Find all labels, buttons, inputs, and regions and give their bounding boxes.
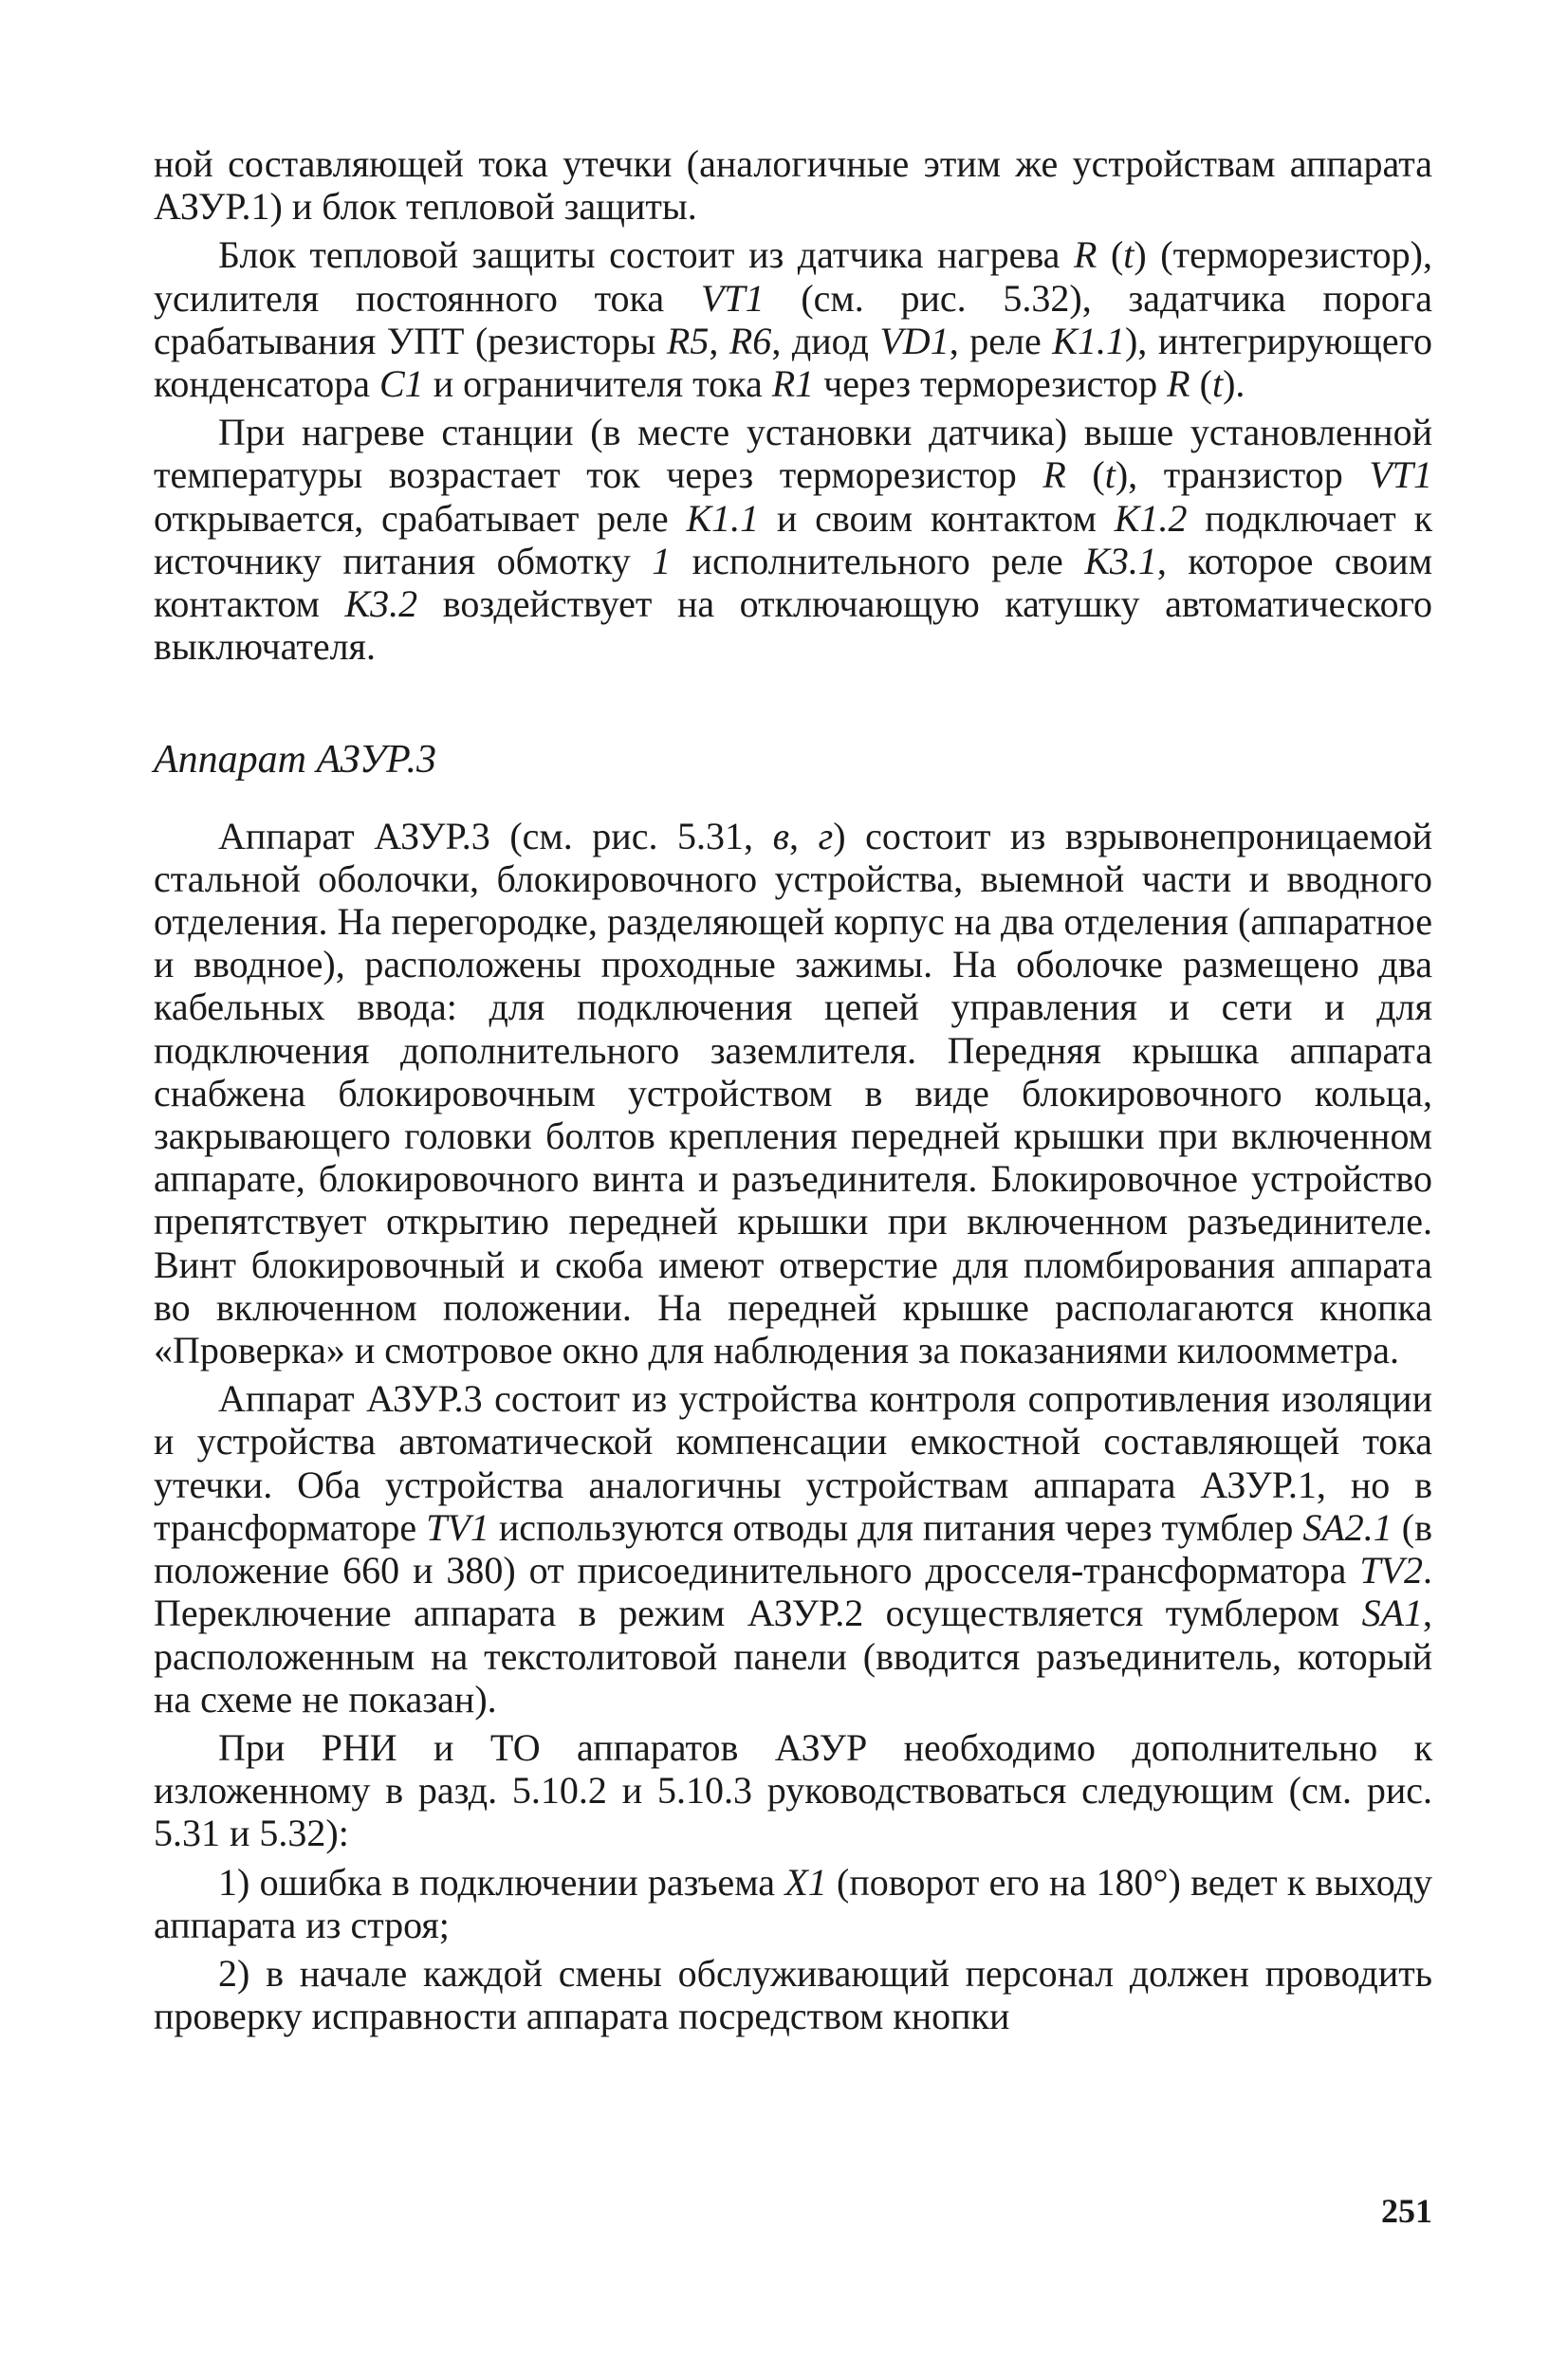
list-item-1: 1) ошибка в подключении разъема X1 (поворот его на 180°) ведет к выходу аппарата из строя; xyxy=(154,1860,1432,1946)
section-heading: Аппарат АЗУР.3 xyxy=(154,738,437,782)
paragraph-5: Аппарат АЗУР.3 состоит из устройства контроля сопротивления изоляции и устройства автоматической компенсации емкостной составляющей тока утечки. Оба устройства аналогичны устройствам аппарата АЗУР.1, но в трансформаторе TV1 используются отводы для питания через тумблер SA2.1 (в положение 660 и 380) от присоединительного дросселя-трансформатора TV2. Переключение аппарата в режим АЗУР.2 осуществляется тумблером SA1, расположенным на текстолитовой панели (вводится разъединитель, который на схеме не показан). xyxy=(154,1377,1432,1721)
paragraph-1: ной составляющей тока утечки (аналогичные этим же устройствам аппарата АЗУР.1) и блок тепловой защиты. xyxy=(154,142,1432,229)
paragraph-2: Блок тепловой защиты состоит из датчика нагрева R (t) (терморезистор), усилителя постоянного тока VT1 (см. рис. 5.32), задатчика порога срабатывания УПТ (резисторы R5, R6, диод VD1, реле K1.1), интегрирующего конденсатора C1 и ограничителя тока R1 через терморезистор R (t). xyxy=(154,233,1433,406)
paragraph-6: При РНИ и ТО аппаратов АЗУР необходимо дополнительно к изложенному в разд. 5.10.2 и 5.10.3 руководствоваться следующим (см. рис. 5.31 и 5.32): xyxy=(154,1725,1432,1855)
list-item-2: 2) в начале каждой смены обслуживающий персонал должен проводить проверку исправности аппарата посредством кнопки xyxy=(154,1951,1432,2038)
page-number: 251 xyxy=(1381,2192,1432,2230)
page-body xyxy=(154,142,1432,2037)
paragraph-3: При нагреве станции (в месте установки датчика) выше установленной температуры возрастает ток через терморезистор R (t), транзистор VT1 открывается, срабатывает реле K1.1 и своим контактом K1.2 подключает к источнику питания обмотку 1 исполнительного реле K3.1, которое своим контактом K3.2 воздействует на отключающую катушку автоматического выключателя. xyxy=(154,411,1433,669)
paragraph-4: Аппарат АЗУР.3 (см. рис. 5.31, в, г) состоит из взрывонепроницаемой стальной оболочки, блокировочного устройства, выемной части и вводного отделения. На перегородке, разделяющей корпус на два отделения (аппаратное и вводное), расположены проходные зажимы. На оболочке размещено два кабельных ввода: для подключения цепей управления и сети и для подключения дополнительного заземлителя. Передняя крышка аппарата снабжена блокировочным устройством в виде блокировочного кольца, закрывающего головки болтов крепления передней крышки при включенном аппарате, блокировочного винта и разъединителя. Блокировочное устройство препятствует открытию передней крышки при включенном разъединителе. Винт блокировочный и скоба имеют отверстие для пломбирования аппарата во включенном положении. На передней крышке располагаются кнопка «Проверка» и смотровое окно для наблюдения за показаниями килоомметра. xyxy=(154,814,1433,1372)
